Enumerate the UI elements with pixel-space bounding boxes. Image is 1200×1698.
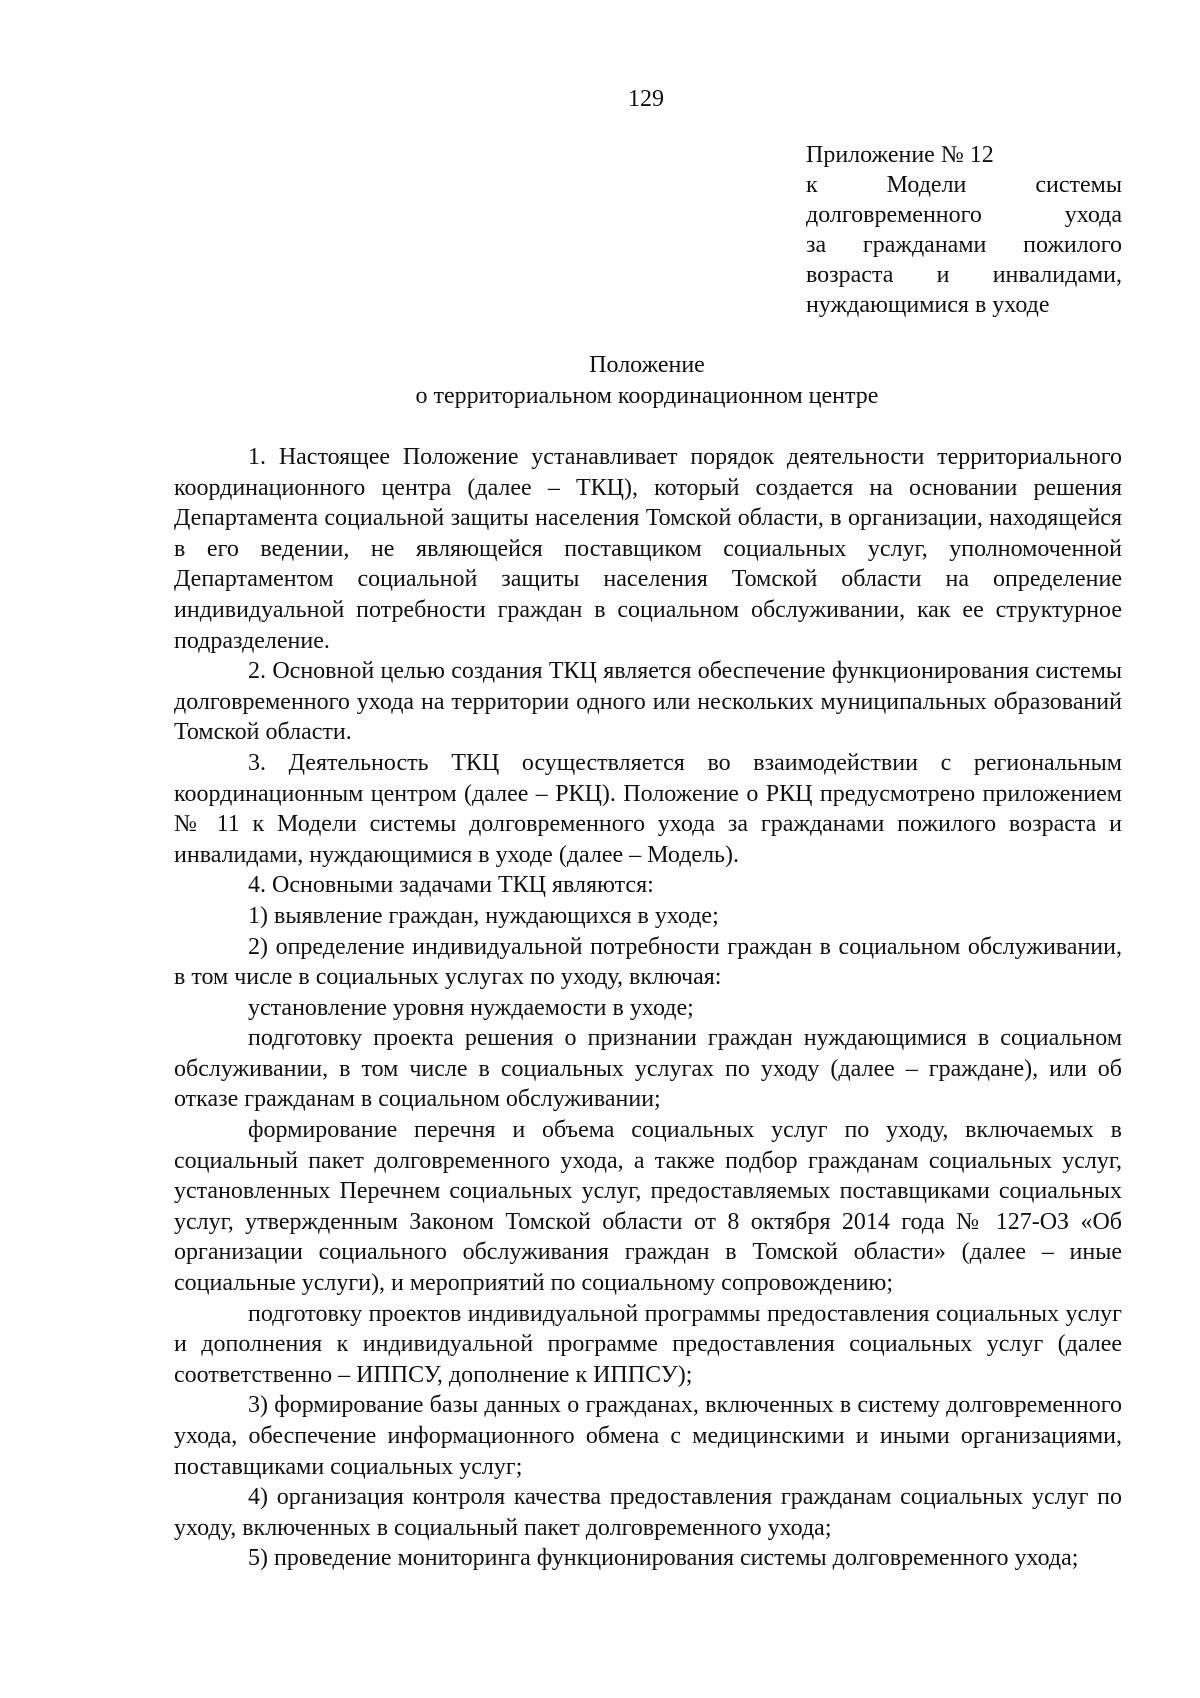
page-number: 129 (628, 86, 664, 112)
paragraph-1: 1. Настоящее Положение устанавливает порядок деятельности территориального координационного центра (далее – ТКЦ), который создается на основании решения Департамента социальной защиты населения Томской области, в организации, находящейся в его ведении, не являющейся поставщиком социальных услуг, уполномоченной Департаментом социальной защиты населения Томской области на определение индивидуальной потребности граждан в социальном обслуживании, как ее структурное подразделение. (174, 444, 1122, 654)
paragraph-2: 2. Основной целью создания ТКЦ является обеспечение функционирования системы долговременного ухода на территории одного или нескольких муниципальных образований Томской области. (174, 658, 1122, 746)
document-title: Положение (589, 352, 705, 378)
appendix-line: за гражданами пожилого (806, 232, 1122, 258)
list-item-1: 1) выявление граждан, нуждающихся в уходе; (248, 902, 719, 929)
list-item-4: 4) организация контроля качества предоставления гражданам социальных услуг по уходу, включенных в социальный пакет долговременного ухода; (174, 1484, 1122, 1541)
paragraph-3: 3. Деятельность ТКЦ осуществляется во взаимодействии с региональным координационным центром (далее – РКЦ). Положение о РКЦ предусмотрено приложением № 11 к Модели системы долговременного ухода за гражданами пожилого возраста и инвалидами, нуждающимися в уходе (далее – Модель). (174, 749, 1122, 868)
list-item-5: 5) проведение мониторинга функционирования системы долговременного ухода; (248, 1545, 1079, 1572)
sub-item-ippsu: подготовку проектов индивидуальной программы предоставления социальных услуг и дополнения к индивидуальной программе предоставления социальных услуг (далее соответственно – ИППСУ, дополнение к ИППСУ); (174, 1300, 1122, 1388)
appendix-line: долговременного ухода (806, 202, 1122, 228)
sub-item-decision: подготовку проекта решения о признании граждан нуждающимися в социальном обслуживании, в том числе в социальных услугах по уходу (далее – граждане), или об отказе гражданам в социальном обслуживании; (174, 1025, 1122, 1113)
document-body (174, 442, 1122, 1574)
list-item-3: 3) формирование базы данных о гражданах, включенных в систему долговременного ухода, обеспечение информационного обмена с медицинскими и иными организациями, поставщиками социальных услуг; (174, 1392, 1122, 1480)
sub-item-services: формирование перечня и объема социальных услуг по уходу, включаемых в социальный пакет долговременного ухода, а также подбор гражданам социальных услуг, установленных Перечнем социальных услуг, предоставляемых поставщиками социальных услуг, утвержденным Законом Томской области от 8 октября 2014 года № 127-ОЗ «Об организации социального обслуживания граждан в Томской области» (далее – иные социальные услуги), и мероприятий по социальному сопровождению; (174, 1117, 1122, 1297)
paragraph-4: 4. Основными задачами ТКЦ являются: (248, 872, 654, 899)
document-subtitle: о территориальном координационном центре (415, 383, 879, 409)
sub-item-level: установление уровня нуждаемости в уходе; (248, 994, 694, 1021)
appendix-line: возраста и инвалидами, (806, 262, 1122, 288)
appendix-header (806, 140, 1122, 320)
appendix-line: нуждающимися в уходе (806, 292, 1050, 318)
appendix-number: Приложение № 12 (806, 142, 994, 168)
appendix-line: к Модели системы (806, 172, 1122, 198)
list-item-2: 2) определение индивидуальной потребности граждан в социальном обслуживании, в том числе в социальных услугах по уходу, включая: (174, 933, 1122, 991)
